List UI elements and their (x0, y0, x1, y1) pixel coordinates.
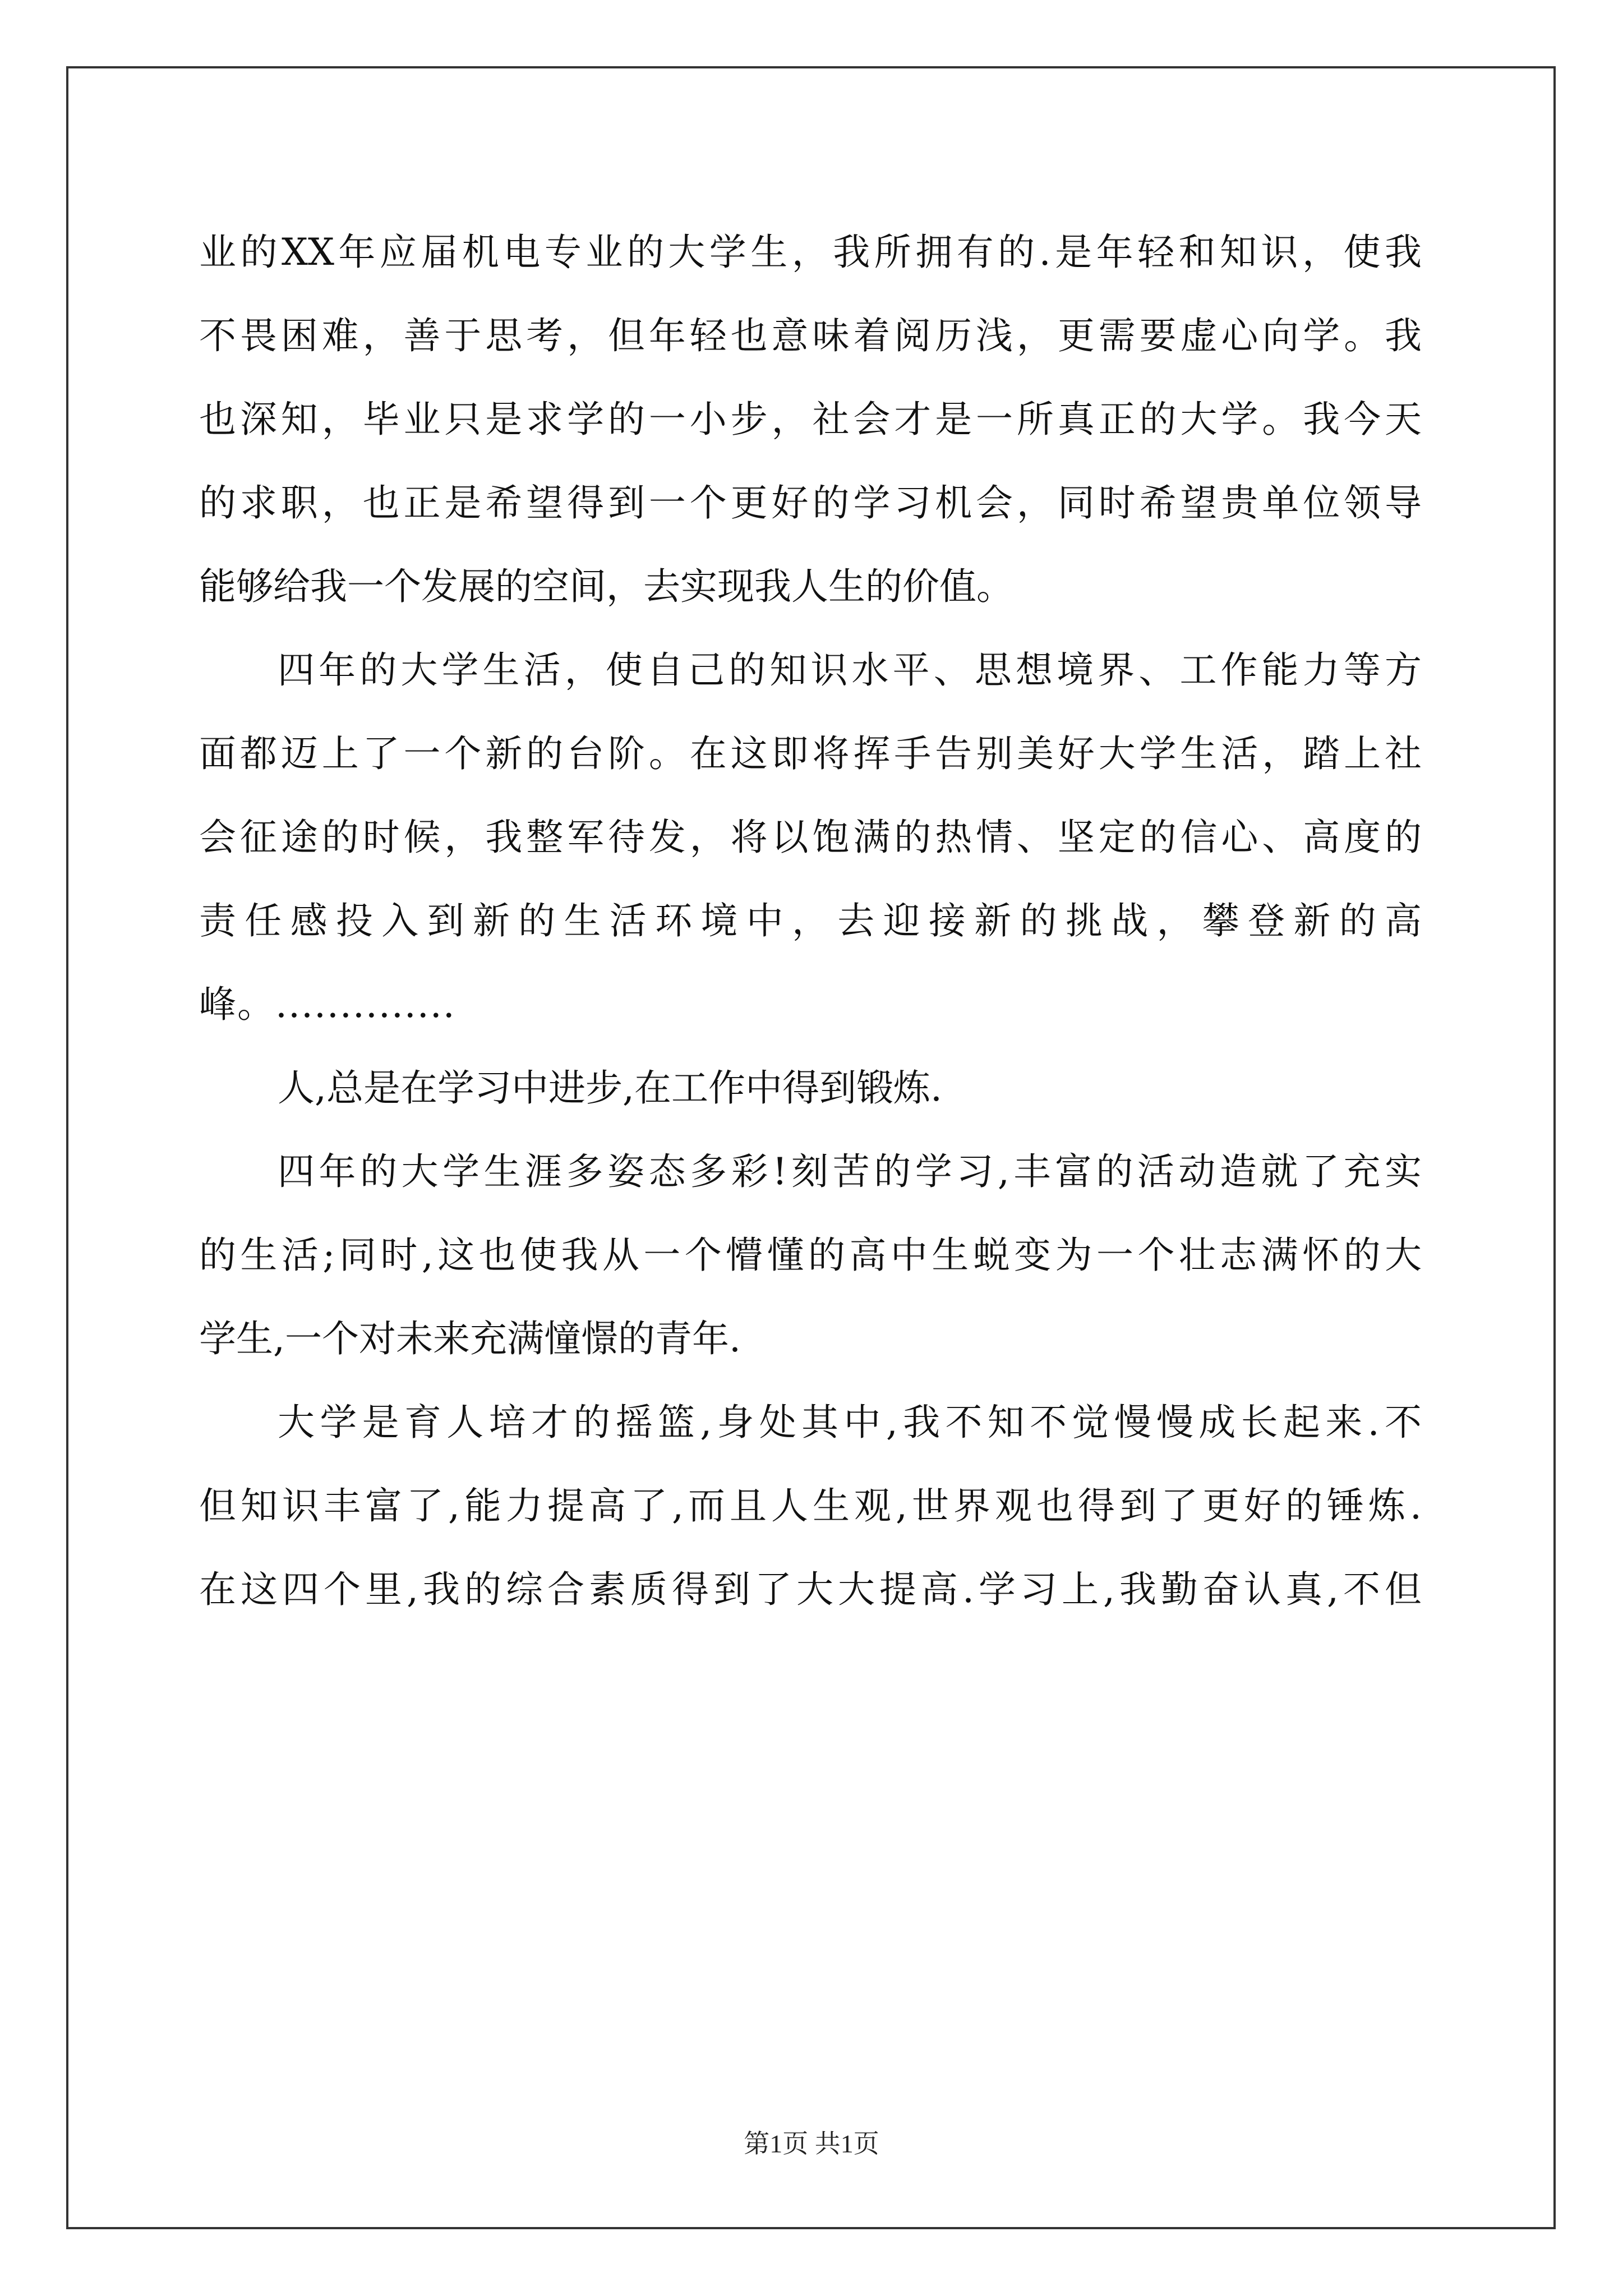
text-line: 四年的大学生涯多姿态多彩!刻苦的学习,丰富的活动造就了充实 (278, 1150, 1422, 1193)
text-line: 不畏困难，善于思考，但年轻也意味着阅历浅，更需要虚心向学。我 (199, 314, 1422, 357)
paragraph (199, 1046, 1422, 1130)
text-line: 面都迈上了一个新的台阶。在这即将挥手告别美好大学生活，踏上社 (199, 732, 1422, 775)
document-body (199, 210, 1422, 1631)
text-line: 人,总是在学习中进步,在工作中得到锻炼. (278, 1066, 942, 1110)
text-line: 也深知，毕业只是求学的一小步，社会才是一所真正的大学。我今天 (199, 398, 1422, 441)
paragraph (199, 628, 1422, 1046)
text-line: 在这四个里,我的综合素质得到了大大提高.学习上,我勤奋认真,不但 (199, 1568, 1422, 1611)
paragraph (199, 1381, 1422, 1631)
text-line: 的生活;同时,这也使我从一个懵懂的高中生蜕变为一个壮志满怀的大 (199, 1234, 1422, 1277)
text-line: 峰。.............. (199, 983, 456, 1026)
text-line: 能够给我一个发展的空间，去实现我人生的价值。 (199, 565, 1013, 608)
text-line: 但知识丰富了,能力提高了,而且人生观,世界观也得到了更好的锤炼. (199, 1484, 1422, 1527)
page-number-footer: 第1页 共1页 (744, 2129, 879, 2158)
text-line: 学生,一个对未来充满憧憬的青年. (199, 1317, 741, 1360)
text-line: 四年的大学生活，使自己的知识水平、思想境界、工作能力等方 (278, 648, 1422, 692)
text-line: 业的XX年应届机电专业的大学生，我所拥有的.是年轻和知识，使我 (199, 231, 1422, 274)
paragraph (199, 210, 1422, 628)
text-line: 责任感投入到新的生活环境中，去迎接新的挑战，攀登新的高 (199, 899, 1422, 942)
text-line: 的求职，也正是希望得到一个更好的学习机会，同时希望贵单位领导 (199, 481, 1422, 524)
text-line: 大学是育人培才的摇篮,身处其中,我不知不觉慢慢成长起来.不 (278, 1401, 1422, 1444)
text-line: 会征途的时候，我整军待发，将以饱满的热情、坚定的信心、高度的 (199, 816, 1422, 859)
paragraph (199, 1130, 1422, 1381)
